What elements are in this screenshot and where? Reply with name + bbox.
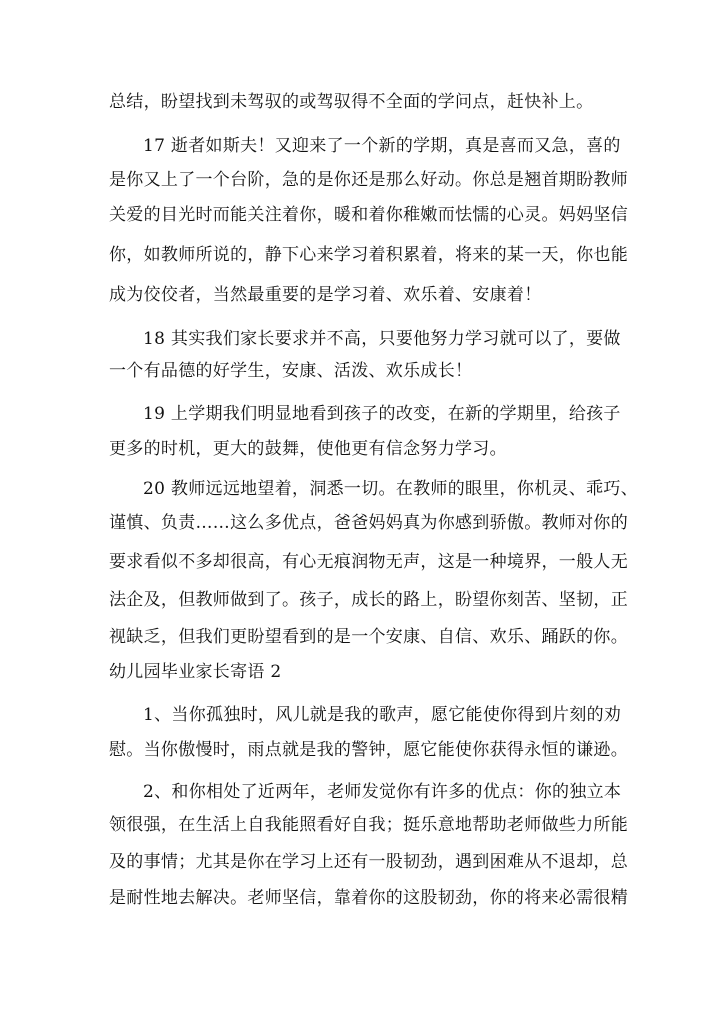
text-line: 你，如教师所说的，静下心来学习着积累着，将来的某一天，你也能 — [109, 245, 628, 265]
text-line: 及的事情；尤其是你在学习上还有一股韧劲，遇到困难从不退却，总 — [109, 852, 628, 872]
text-line: 是你又上了一个台阶，急的是你还是那么好动。你总是翘首期盼教师 — [109, 170, 628, 190]
text-line: 关爱的目光时而能关注着你，暖和着你稚嫩而怯懦的心灵。妈妈坚信 — [109, 205, 628, 225]
text-line: 谨慎、负责……这么多优点，爸爸妈妈真为你感到骄傲。教师对你的 — [109, 513, 628, 533]
text-line: 法企及，但教师做到了。孩子，成长的路上，盼望你刻苦、坚韧，正 — [109, 590, 628, 610]
text-line: 是耐性地去解决。老师坚信，靠着你的这股韧劲，你的将来必需很精 — [109, 888, 628, 908]
section-heading: 幼儿园毕业家长寄语 2 — [109, 662, 282, 682]
text-line: 更多的时机，更大的鼓舞，使他更有信念努力学习。 — [109, 439, 507, 459]
text-line: 1、当你孤独时，风儿就是我的歌声，愿它能使你得到片刻的劝 — [143, 705, 622, 725]
text-line: 慰。当你傲慢时，雨点就是我的警钟，愿它能使你获得永恒的谦逊。 — [109, 740, 628, 760]
text-line: 18 其实我们家长要求并不高，只要他努力学习就可以了，要做 — [143, 329, 621, 349]
text-line: 视缺乏，但我们更盼望看到的是一个安康、自信、欢乐、踊跃的你。 — [109, 627, 628, 647]
text-line: 19 上学期我们明显地看到孩子的改变，在新的学期里，给孩子 — [143, 404, 621, 424]
text-line: 2、和你相处了近两年，老师发觉你有许多的优点：你的独立本 — [143, 782, 622, 802]
text-line: 总结，盼望找到未驾驭的或驾驭得不全面的学问点，赶快补上。 — [109, 92, 594, 112]
text-line: 一个有品德的好学生，安康、活泼、欢乐成长！ — [109, 361, 473, 381]
text-line: 成为佼佼者，当然最重要的是学习着、欢乐着、安康着！ — [109, 285, 542, 305]
text-line: 17 逝者如斯夫！又迎来了一个新的学期，真是喜而又急，喜的 — [143, 136, 621, 156]
text-line: 20 教师远远地望着，洞悉一切。在教师的眼里，你机灵、乖巧、 — [143, 479, 639, 499]
text-line: 要求看似不多却很高，有心无痕润物无声，这是一种境界，一般人无 — [109, 552, 628, 572]
text-line: 领很强，在生活上自我能照看好自我；挺乐意地帮助老师做些力所能 — [109, 815, 628, 835]
